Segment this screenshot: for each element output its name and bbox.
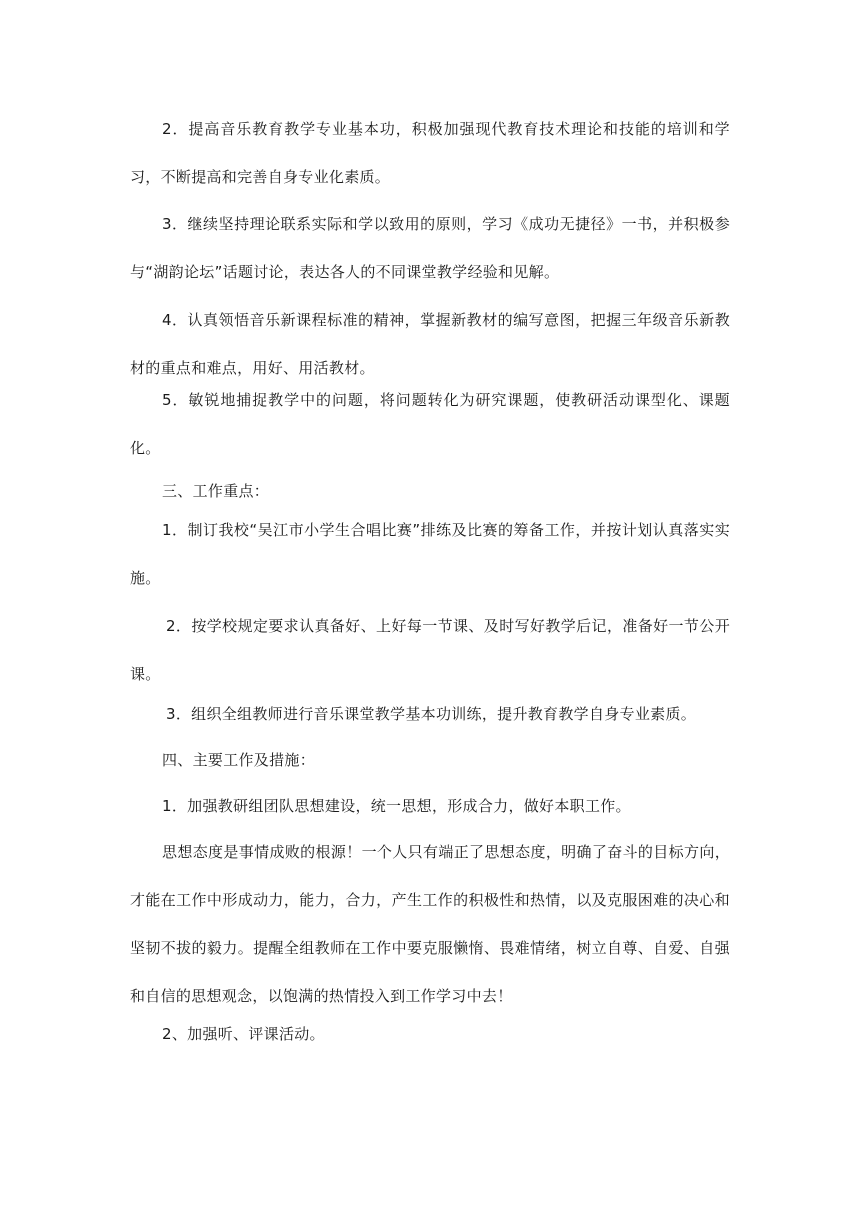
paragraph-measure-2-lesson-evaluation: 2、加强听、评课活动。: [162, 1025, 325, 1043]
paragraph-focus-2-lesson-preparation: 2．按学校规定要求认真备好、上好每一节课、及时写好教学后记，准备好一节公开课。: [130, 617, 730, 683]
paragraph-measure-1-team-building: 1．加强教研组团队思想建设，统一思想，形成合力，做好本职工作。: [162, 797, 631, 815]
paragraph-item-2-teaching-skills: 2．提高音乐教育教学专业基本功，积极加强现代教育技术理论和技能的培训和学习，不断提高和完善自身专业化素质。: [130, 120, 730, 186]
paragraph-focus-1-choir-competition: 1．制订我校“吴江市小学生合唱比赛”排练及比赛的筹备工作，并按计划认真落实实施。: [130, 521, 730, 587]
paragraph-attitude-explanation: 思想态度是事情成败的根源！一个人只有端正了思想态度，明确了奋斗的目标方向，才能在工作中形成动力，能力，合力，产生工作的积极性和热情，以及克服困难的决心和坚韧不拔的毅力。提醒全组教师在工作中要克服懒惰、畏难情绪，树立自尊、自爱、自强和自信的思想观念，以饱满的热情投入到工作学习中去！: [130, 843, 730, 1005]
section-heading-work-focus: 三、工作重点：: [162, 482, 270, 500]
paragraph-item-3-theory-practice: 3．继续坚持理论联系实际和学以致用的原则，学习《成功无捷径》一书，并积极参与“湖韵论坛”话题讨论，表达各人的不同课堂教学经验和见解。: [130, 215, 730, 281]
paragraph-focus-3-basic-skills-training: 3．组织全组教师进行音乐课堂教学基本功训练，提升教育教学自身专业素质。: [166, 705, 697, 723]
paragraph-item-4-curriculum-standard: 4．认真领悟音乐新课程标准的精神，掌握新教材的编写意图，把握三年级音乐新教材的重点和难点，用好、用活教材。: [130, 311, 730, 377]
section-heading-main-work-measures: 四、主要工作及措施：: [162, 751, 316, 769]
paragraph-item-5-research-topics: 5．敏锐地捕捉教学中的问题，将问题转化为研究课题，使教研活动课型化、课题化。: [130, 391, 730, 457]
